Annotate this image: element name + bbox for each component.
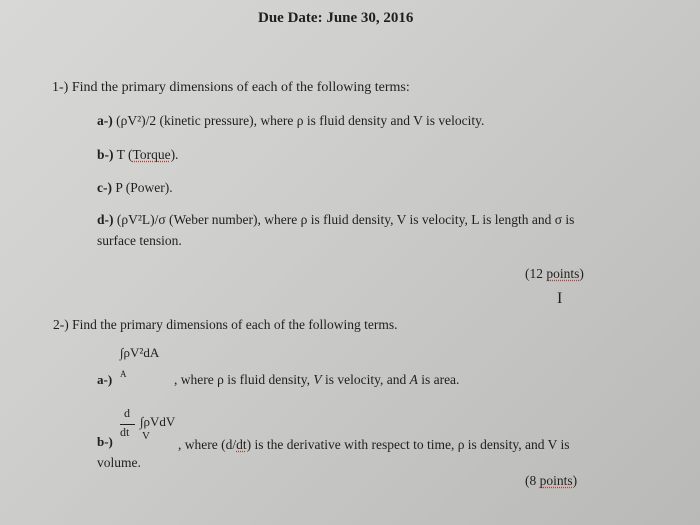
q1-b-label: b-) (97, 147, 114, 162)
q2-a-text-2: is velocity, and (321, 372, 410, 387)
q2-b-label: b-) (97, 434, 113, 449)
q1-b-post: ). (170, 147, 179, 162)
q2-a-var-a: A (409, 372, 418, 387)
q2-points (525, 473, 577, 489)
q1-item-a (97, 113, 484, 129)
q1-points-pre: (12 (525, 266, 547, 281)
q1-item-c (97, 180, 173, 196)
question-2-prompt: 2-) Find the primary dimensions of each of the following terms. (53, 317, 398, 332)
q2-b-integral-subscript: V (142, 430, 150, 442)
q1-b-word: Torque (132, 147, 171, 162)
q2-points-post: ) (572, 473, 578, 488)
q2-b-integral: ∫ρVdV (140, 414, 176, 429)
due-date-title: Due Date: June 30, 2016 (258, 10, 414, 26)
q2-a-text-3: is area. (417, 372, 460, 387)
q1-item-d-continued: surface tension. (97, 233, 182, 248)
q2-a-text (174, 372, 459, 388)
q1-d-label: d-) (97, 212, 114, 227)
q2-b-text-post: ) is the derivative with respect to time, ρ is density, and V is (246, 437, 570, 452)
q2-b-derivative-denominator: dt (120, 425, 130, 439)
q1-b-pre: T ( (113, 147, 133, 162)
q2-a-text-1: , where ρ is fluid density, (174, 372, 314, 387)
q1-a-text: (ρV²)/2 (kinetic pressure), where ρ is fluid density and V is velocity. (112, 113, 485, 128)
q2-b-text-dt: dt (236, 437, 247, 452)
text-cursor-icon: I (557, 290, 563, 307)
q2-points-word: points (539, 473, 573, 488)
q2-b-derivative-numerator: d (124, 406, 130, 420)
q1-item-b (97, 147, 178, 163)
q2-b-text-continued: volume. (97, 455, 141, 470)
q1-c-label: c-) (97, 180, 112, 195)
q1-a-label: a-) (97, 113, 113, 128)
q2-a-integral-subscript: A (120, 369, 127, 379)
q2-b-text-pre: , where (d/ (178, 437, 237, 452)
question-1-prompt: 1-) Find the primary dimensions of each of the following terms: (52, 80, 410, 95)
q1-points (525, 266, 584, 282)
q2-b-text (178, 437, 570, 453)
q1-c-text: P (Power). (111, 180, 173, 195)
q1-item-d (97, 212, 574, 228)
q1-d-text: (ρV²L)/σ (Weber number), where ρ is fluid density, V is velocity, L is length and σ is (113, 212, 575, 227)
q2-a-var-v: V (313, 372, 322, 387)
q2-points-pre: (8 (525, 473, 540, 488)
q1-points-word: points (546, 266, 580, 281)
q2-a-integral: ∫ρV²dA (120, 345, 160, 360)
q2-a-label: a-) (97, 372, 113, 387)
q1-points-post: ) (579, 266, 584, 281)
